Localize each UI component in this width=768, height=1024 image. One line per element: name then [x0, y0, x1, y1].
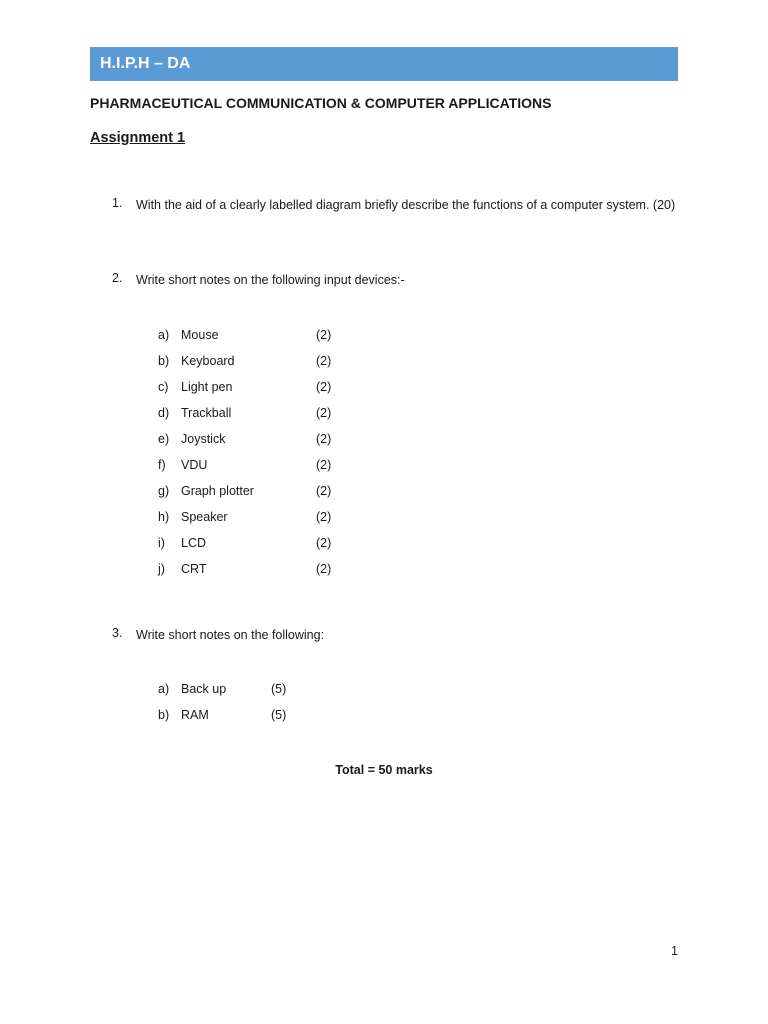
item-name: Joystick	[181, 432, 226, 446]
item-mark: (2)	[316, 432, 332, 446]
item-letter: i)	[158, 536, 165, 550]
question-number: 1.	[112, 196, 123, 210]
item-mark: (2)	[316, 562, 332, 576]
course-title: PHARMACEUTICAL COMMUNICATION & COMPUTER APPLICATIONS	[90, 95, 552, 111]
item-name: Mouse	[181, 328, 219, 342]
item-letter: b)	[158, 708, 170, 722]
question-number: 2.	[112, 271, 123, 285]
question-text: Write short notes on the following:	[136, 628, 325, 642]
item-letter: b)	[158, 354, 170, 368]
item-mark: (2)	[316, 328, 332, 342]
assignment-title: Assignment 1	[90, 130, 186, 146]
item-mark: (5)	[271, 682, 287, 696]
header-title: H.I.P.H – DA	[100, 55, 191, 72]
item-name: RAM	[181, 708, 209, 722]
item-name: VDU	[181, 458, 208, 472]
header-bar	[90, 47, 678, 81]
total-marks: Total = 50 marks	[335, 763, 433, 777]
item-letter: a)	[158, 328, 170, 342]
item-letter: a)	[158, 682, 170, 696]
question-text: With the aid of a clearly labelled diagram briefly describe the functions of a computer system. (20)	[136, 198, 676, 212]
item-name: Back up	[181, 682, 227, 696]
question-text: Write short notes on the following input devices:-	[136, 273, 405, 287]
item-mark: (2)	[316, 510, 332, 524]
item-name: Light pen	[181, 380, 233, 394]
item-name: Speaker	[181, 510, 228, 524]
item-letter: h)	[158, 510, 170, 524]
item-letter: d)	[158, 406, 170, 420]
item-mark: (2)	[316, 406, 332, 420]
item-name: LCD	[181, 536, 207, 550]
item-mark: (5)	[271, 708, 287, 722]
item-letter: c)	[158, 380, 169, 394]
item-letter: e)	[158, 432, 170, 446]
item-mark: (2)	[316, 536, 332, 550]
item-letter: j)	[158, 562, 165, 576]
item-name: Graph plotter	[181, 484, 254, 498]
item-name: Trackball	[181, 406, 232, 420]
page-number: 1	[671, 944, 678, 958]
item-mark: (2)	[316, 484, 332, 498]
item-name: CRT	[181, 562, 207, 576]
item-name: Keyboard	[181, 354, 235, 368]
item-mark: (2)	[316, 380, 332, 394]
item-letter: g)	[158, 484, 170, 498]
item-mark: (2)	[316, 458, 332, 472]
item-mark: (2)	[316, 354, 332, 368]
question-number: 3.	[112, 626, 123, 640]
item-letter: f)	[158, 458, 166, 472]
